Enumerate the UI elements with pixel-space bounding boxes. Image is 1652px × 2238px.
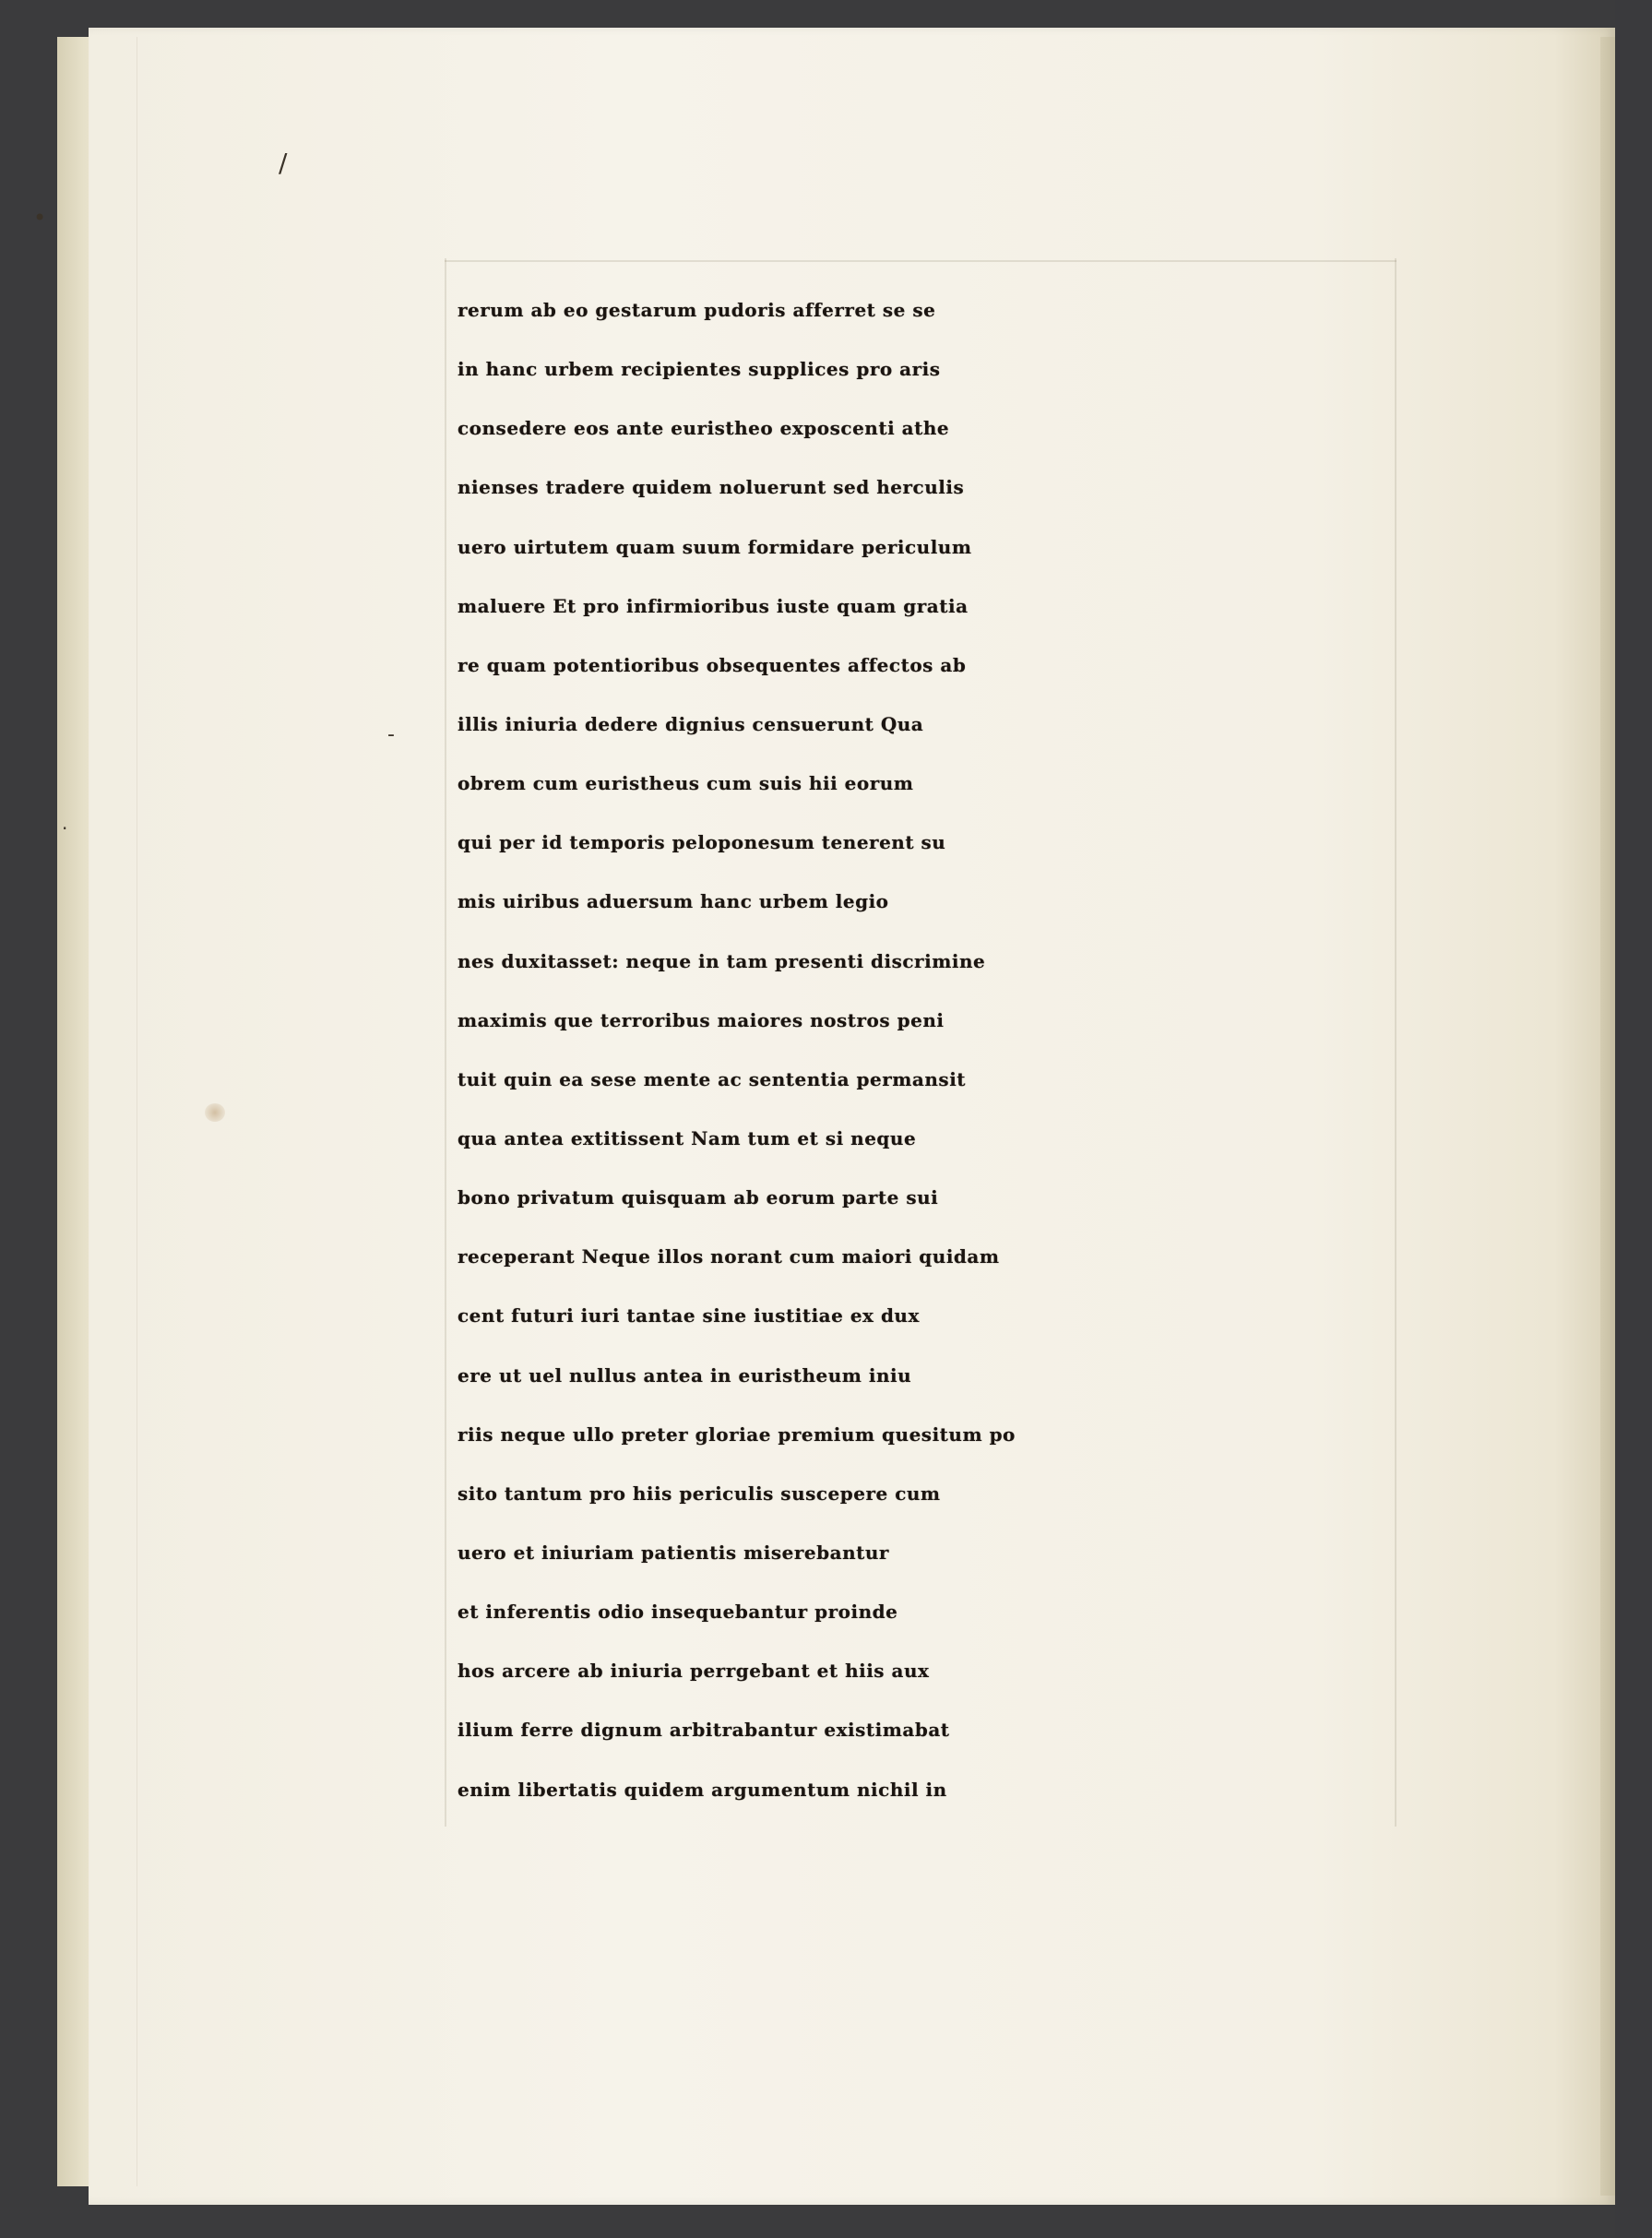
paper-stain [205, 1103, 225, 1122]
ruling-line [445, 260, 1396, 262]
manuscript-line: riis neque ullo preter gloriae premium quesitum po [458, 1423, 1016, 1446]
manuscript-line: sito tantum pro hiis periculis suscepere cum [458, 1482, 941, 1505]
manuscript-line: obrem cum euristheus cum suis hii eorum [458, 772, 914, 795]
margin-tick: / [279, 148, 288, 178]
manuscript-line: receperant Neque illos norant cum maiori quidam [458, 1245, 1000, 1268]
manuscript-line: tuit quin ea sese mente ac sententia permansit [458, 1067, 967, 1090]
manuscript-line: nes duxitasset: neque in tam presenti discrimine [458, 949, 986, 972]
manuscript-line: nienses tradere quidem noluerunt sed herculis [458, 476, 965, 499]
manuscript-line: re quam potentioribus obsequentes affectos ab [458, 653, 967, 676]
scan-background-strip [1615, 0, 1652, 2238]
manuscript-line: maluere Et pro infirmioribus iuste quam gratia [458, 594, 969, 617]
manuscript-line: in hanc urbem recipientes supplices pro aris [458, 358, 941, 381]
manuscript-line: ilium ferre dignum arbitrabantur existimabat [458, 1719, 950, 1742]
manuscript-line: bono privatum quisquam ab eorum parte sui [458, 1186, 939, 1209]
manuscript-line: et inferentis odio insequebantur proinde [458, 1601, 898, 1624]
manuscript-line: consedere eos ante euristheo exposcenti athe [458, 417, 950, 440]
manuscript-line: qua antea extitissent Nam tum et si neque [458, 1126, 917, 1149]
margin-dot: · [62, 817, 68, 839]
manuscript-line: rerum ab eo gestarum pudoris afferret se se [458, 299, 936, 321]
ruling-line [445, 258, 446, 1827]
manuscript-line: ere ut uel nullus antea in euristheum iniu [458, 1363, 912, 1387]
manuscript-line: cent futuri iuri tantae sine iustitiae ex dux [458, 1304, 920, 1327]
manuscript-line: uero uirtutem quam suum formidare periculum [458, 535, 972, 558]
text-column [458, 284, 1408, 1823]
manuscript-line: mis uiribus aduersum hanc urbem legio [458, 890, 889, 913]
manuscript-line: maximis que terroribus maiores nostros peni [458, 1008, 945, 1031]
manuscript-line: enim libertatis quidem argumentum nichil in [458, 1778, 947, 1801]
manuscript-line: hos arcere ab iniuria perrgebant et hiis aux [458, 1660, 930, 1683]
manuscript-line: illis iniuria dedere dignius censuerunt Qua [458, 712, 924, 735]
manuscript-line: uero et iniuriam patientis miserebantur [458, 1541, 889, 1564]
margin-dash: - [387, 723, 395, 746]
margin-dot: • [33, 205, 47, 231]
manuscript-line: qui per id temporis peloponesum tenerent su [458, 831, 946, 854]
